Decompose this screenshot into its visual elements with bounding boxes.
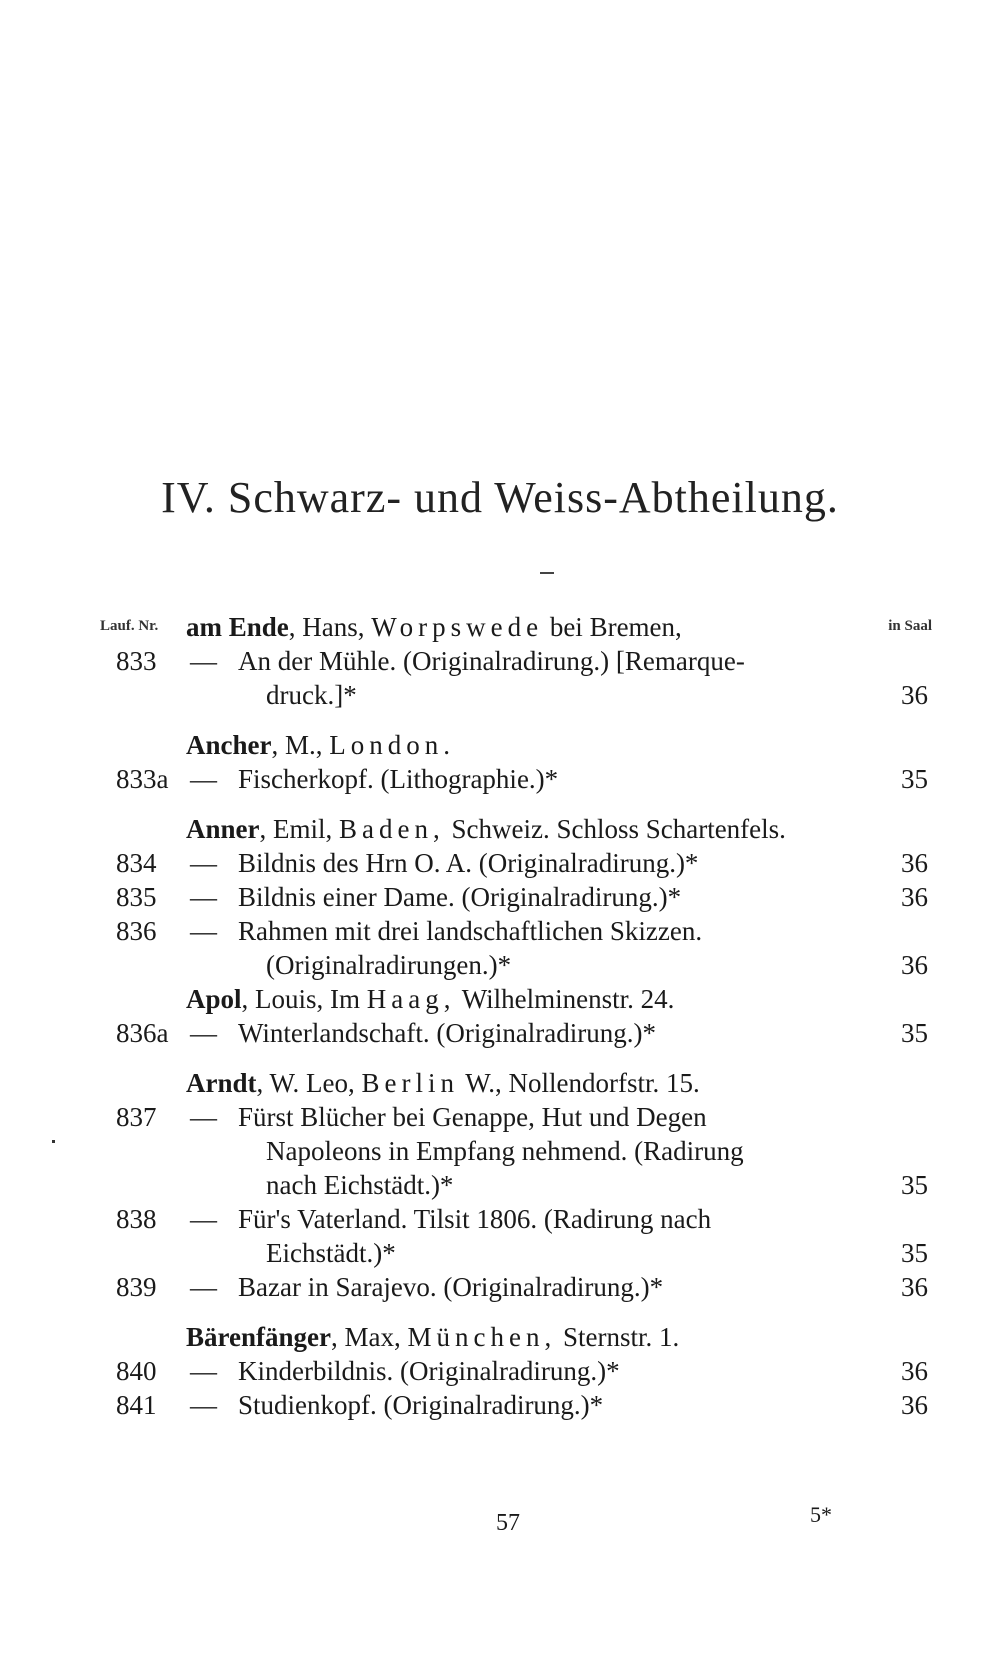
hall-number: 36: [901, 882, 928, 912]
entry-number: 841: [116, 1390, 157, 1420]
entry-number: 833: [116, 646, 157, 676]
signature-mark: 5*: [810, 1502, 832, 1527]
entry-title: Bildnis des Hrn O. A. (Originalradirung.)*: [238, 848, 699, 878]
catalog-entry: 838 — Für's Vaterland. Tilsit 1806. (Radirung nach: [116, 1204, 712, 1234]
artist-line: Arndt, W. Leo, Berlin W., Nollendorfstr. 15.: [186, 1068, 700, 1098]
entry-number: 835: [116, 882, 157, 912]
catalog-entry: 833a — Fischerkopf. (Lithographie.)* 35: [116, 764, 928, 794]
entry-number: 834: [116, 848, 157, 878]
hall-number: 36: [901, 1390, 928, 1420]
catalog-entry-continuation: druck.]* 36: [266, 680, 928, 710]
entry-number: 836: [116, 916, 157, 946]
page-number: 57: [496, 1510, 520, 1536]
hall-number: 36: [901, 848, 928, 878]
artist-line: Anner, Emil, Baden, Schweiz. Schloss Schartenfels.: [186, 814, 786, 844]
catalog-entry: 835 — Bildnis einer Dame. (Originalradirung.)* 36: [116, 882, 928, 912]
hall-number: 36: [901, 680, 928, 710]
artist-line: am Ende, Hans, Worpswede bei Bremen,: [186, 612, 682, 642]
artist-line: Apol, Louis, Im Haag, Wilhelminenstr. 24.: [186, 984, 675, 1014]
artist-city: Worpswede: [371, 612, 544, 642]
hall-number: 36: [901, 1356, 928, 1386]
entry-title: Studienkopf. (Originalradirung.)*: [238, 1390, 604, 1420]
catalog-entry-continuation: (Originalradirungen.)* 36: [266, 950, 928, 980]
entry-title: Kinderbildnis. (Originalradirung.)*: [238, 1356, 620, 1386]
entry-title: Rahmen mit drei landschaftlichen Skizzen.: [238, 916, 703, 946]
catalog-entry-continuation: nach Eichstädt.)* 35: [266, 1170, 928, 1200]
entry-title: Bazar in Sarajevo. (Originalradirung.)*: [238, 1272, 664, 1302]
artist-name: Arndt: [186, 1068, 257, 1098]
entry-title: Fischerkopf. (Lithographie.)*: [238, 764, 559, 794]
catalog-entry: 836a — Winterlandschaft. (Originalradirung.)* 35: [116, 1018, 928, 1048]
artist-name: Apol: [186, 984, 242, 1014]
catalog-entry-continuation: Napoleons in Empfang nehmend. (Radirung: [266, 1136, 744, 1166]
artist-line: Ancher, M., London.: [186, 730, 455, 760]
hall-number: 36: [901, 1272, 928, 1302]
entry-number: 837: [116, 1102, 157, 1132]
catalog-entry: 840 — Kinderbildnis. (Originalradirung.)* 36: [116, 1356, 928, 1386]
artist-city: Haag,: [366, 984, 456, 1014]
catalog-entry: 836 — Rahmen mit drei landschaftlichen Skizzen.: [116, 916, 703, 946]
title-rule: [540, 572, 554, 574]
column-header-hall: in Saal: [888, 618, 932, 634]
artist-name: am Ende: [186, 612, 289, 642]
entry-number: 833a: [116, 764, 169, 794]
catalog-entry: 841 — Studienkopf. (Originalradirung.)* 36: [116, 1390, 928, 1420]
hall-number: 35: [901, 1238, 928, 1268]
artist-name: Anner: [186, 814, 260, 844]
entry-number: 836a: [116, 1018, 169, 1048]
catalog-entry: 833 — An der Mühle. (Originalradirung.) [Remarque-: [116, 646, 745, 676]
column-header-number: Lauf. Nr.: [100, 618, 159, 634]
artist-name: Ancher: [186, 730, 272, 760]
entry-number: 839: [116, 1272, 157, 1302]
catalog-entry: 837 — Fürst Blücher bei Genappe, Hut und Degen: [116, 1102, 707, 1132]
entry-title: Winterlandschaft. (Originalradirung.)*: [238, 1018, 657, 1048]
catalog-entry-continuation: Eichstädt.)* 35: [266, 1238, 928, 1268]
entry-title: An der Mühle. (Originalradirung.) [Remarque-: [238, 646, 745, 676]
entry-title: Bildnis einer Dame. (Originalradirung.)*: [238, 882, 682, 912]
hall-number: 35: [901, 764, 928, 794]
catalog-entry: 839 — Bazar in Sarajevo. (Originalradirung.)* 36: [116, 1272, 928, 1302]
hall-number: 35: [901, 1018, 928, 1048]
artist-city: London.: [329, 730, 455, 760]
entry-number: 840: [116, 1356, 157, 1386]
artist-name: Bärenfänger: [186, 1322, 331, 1352]
artist-city: Berlin: [361, 1068, 460, 1098]
entry-title: Für's Vaterland. Tilsit 1806. (Radirung nach: [238, 1204, 712, 1234]
artist-line: Bärenfänger, Max, München, Sternstr. 1.: [186, 1322, 680, 1352]
entry-number: 838: [116, 1204, 157, 1234]
hall-number: 36: [901, 950, 928, 980]
hall-number: 35: [901, 1170, 928, 1200]
artist-city: Baden,: [339, 814, 445, 844]
artist-city: München,: [407, 1322, 557, 1352]
catalog-entry: 834 — Bildnis des Hrn O. A. (Originalradirung.)* 36: [116, 848, 928, 878]
section-title: IV. Schwarz- und Weiss-Abtheilung.: [161, 473, 839, 522]
entry-title: Fürst Blücher bei Genappe, Hut und Degen: [238, 1102, 707, 1132]
